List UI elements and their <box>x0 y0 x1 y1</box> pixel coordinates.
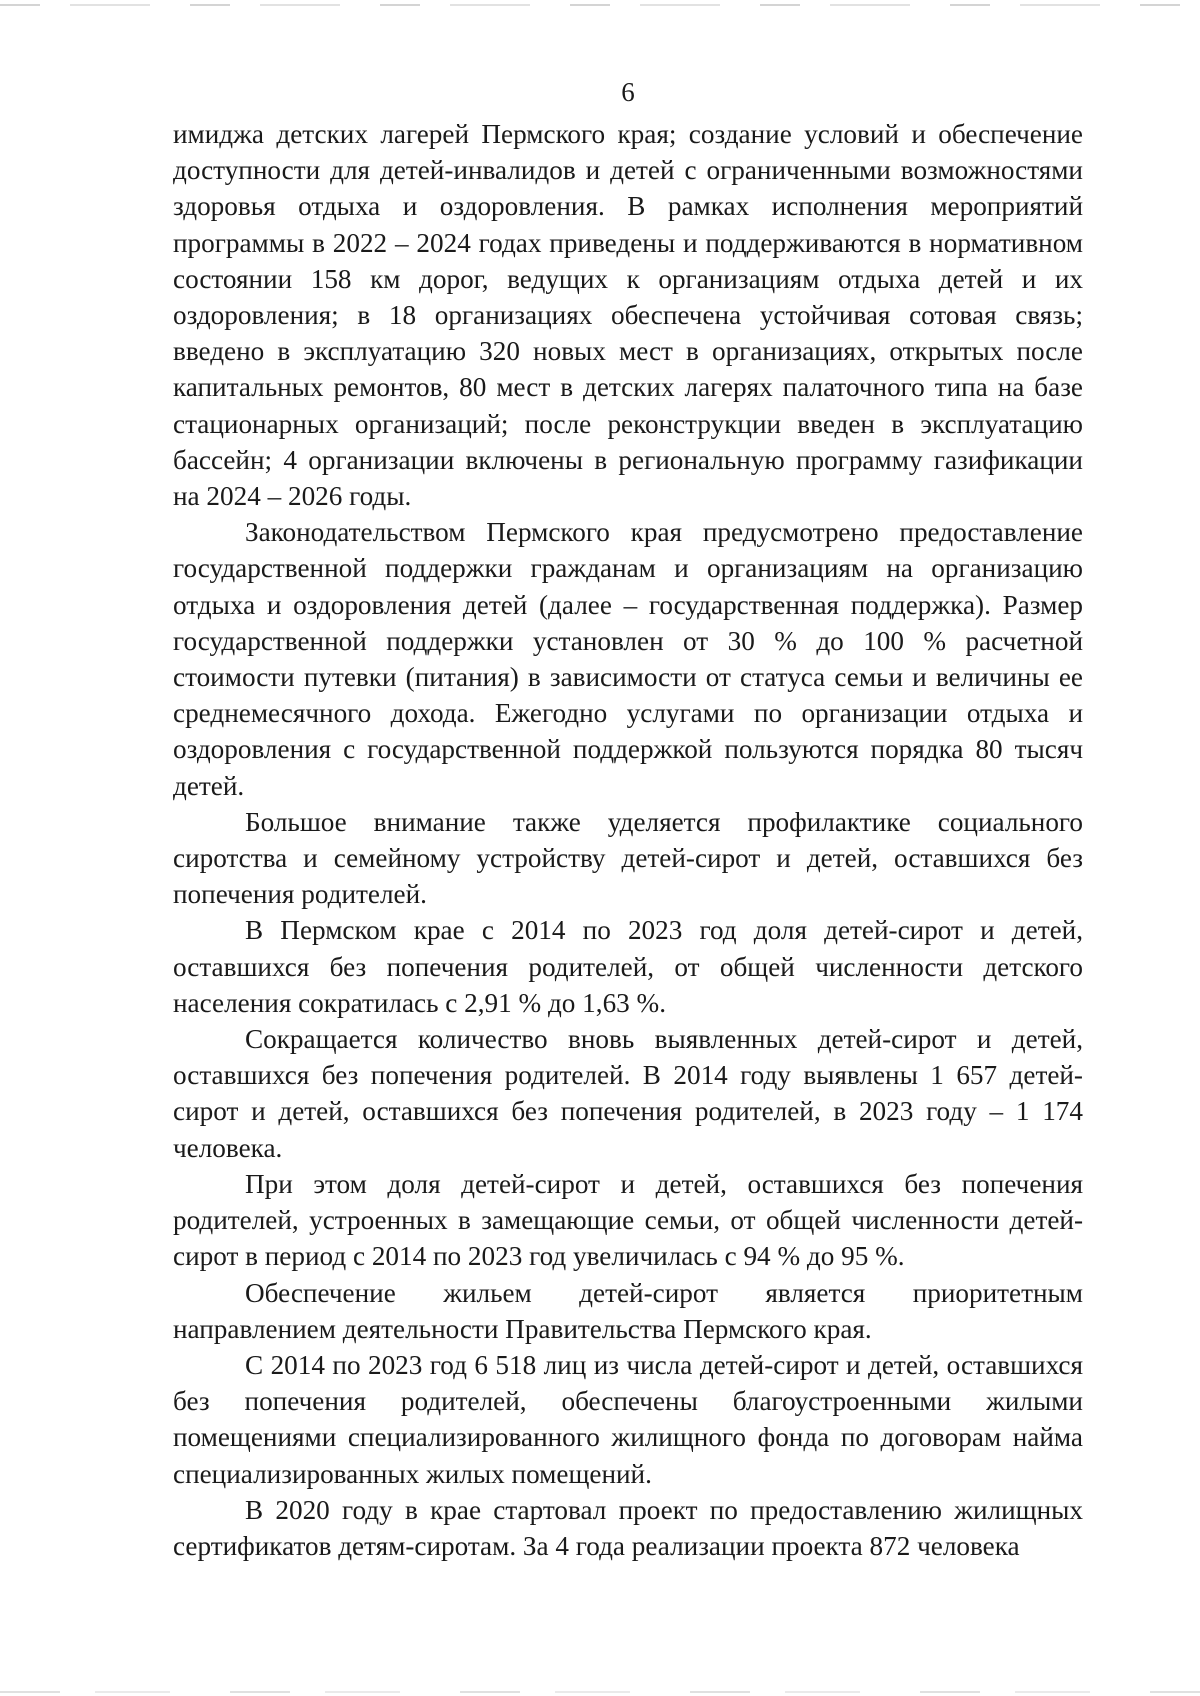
paragraph: Обеспечение жильем детей-сирот является приоритетным направлением деятельности Правительства Пермского края. <box>173 1277 1083 1344</box>
scan-edge-top <box>0 4 1200 6</box>
page-number: 6 <box>621 77 635 107</box>
paragraph: В Пермском крае с 2014 по 2023 год доля детей-сирот и детей, оставшихся без попечения родителей, от общей численности детского населения сократилась с 2,91 % до 1,63 %. <box>173 915 1083 1018</box>
paragraph: При этом доля детей-сирот и детей, оставшихся без попечения родителей, устроенных в замещающие семьи, от общей численности детей-сирот в период с 2014 по 2023 год увеличилась с 94 % до 95 %. <box>173 1168 1083 1272</box>
paragraph: Сокращается количество вновь выявленных детей-сирот и детей, оставшихся без попечения родителей. В 2014 году выявлены 1 657 детей-сирот и детей, оставшихся без попечения родителей, в 2023 году – 1 174 человека. <box>173 1024 1083 1163</box>
paragraph: В 2020 году в крае стартовал проект по предоставлению жилищных сертификатов детям-сиротам. За 4 года реализации проекта 872 человека <box>173 1494 1083 1561</box>
paragraph: Законодательством Пермского края предусмотрено предоставление государственной поддержки гражданам и организациям на организацию отдыха и оздоровления детей (далее – государственная поддержка). Размер государственной поддержки установлен от 30 % до 100 % расчетной стоимости путевки (питания) в зависимости от статуса семьи и величины ее среднемесячного дохода. Ежегодно услугами по организации отдыха и оздоровления с государственной поддержкой пользуются порядка 80 тысяч детей. <box>173 517 1083 801</box>
paragraph: имиджа детских лагерей Пермского края; создание условий и обеспечение доступности для детей-инвалидов и детей с ограниченными возможностями здоровья отдыха и оздоровления. В рамках исполнения мероприятий программы в 2022 – 2024 годах приведены и поддерживаются в нормативном состоянии 158 км дорог, ведущих к организациям отдыха детей и их оздоровления; в 18 организациях обеспечена устойчивая сотовая связь; введено в эксплуатацию 320 новых мест в организациях, открытых после капитальных ремонтов, 80 мест в детских лагерях палаточного типа на базе стационарных организаций; после реконструкции введен в эксплуатацию бассейн; 4 организации включены в региональную программу газификации на 2024 – 2026 годы. <box>173 119 1083 512</box>
paragraph: С 2014 по 2023 год 6 518 лиц из числа детей-сирот и детей, оставшихся без попечения родителей, обеспечены благоустроенными жилыми помещениями специализированного жилищного фонда по договорам найма специализированных жилых помещений. <box>173 1349 1083 1489</box>
document-body <box>173 116 1083 1564</box>
scan-edge-bottom <box>0 1691 1200 1693</box>
paragraph: Большое внимание также уделяется профилактике социального сиротства и семейному устройству детей-сирот и детей, оставшихся без попечения родителей. <box>173 806 1083 910</box>
